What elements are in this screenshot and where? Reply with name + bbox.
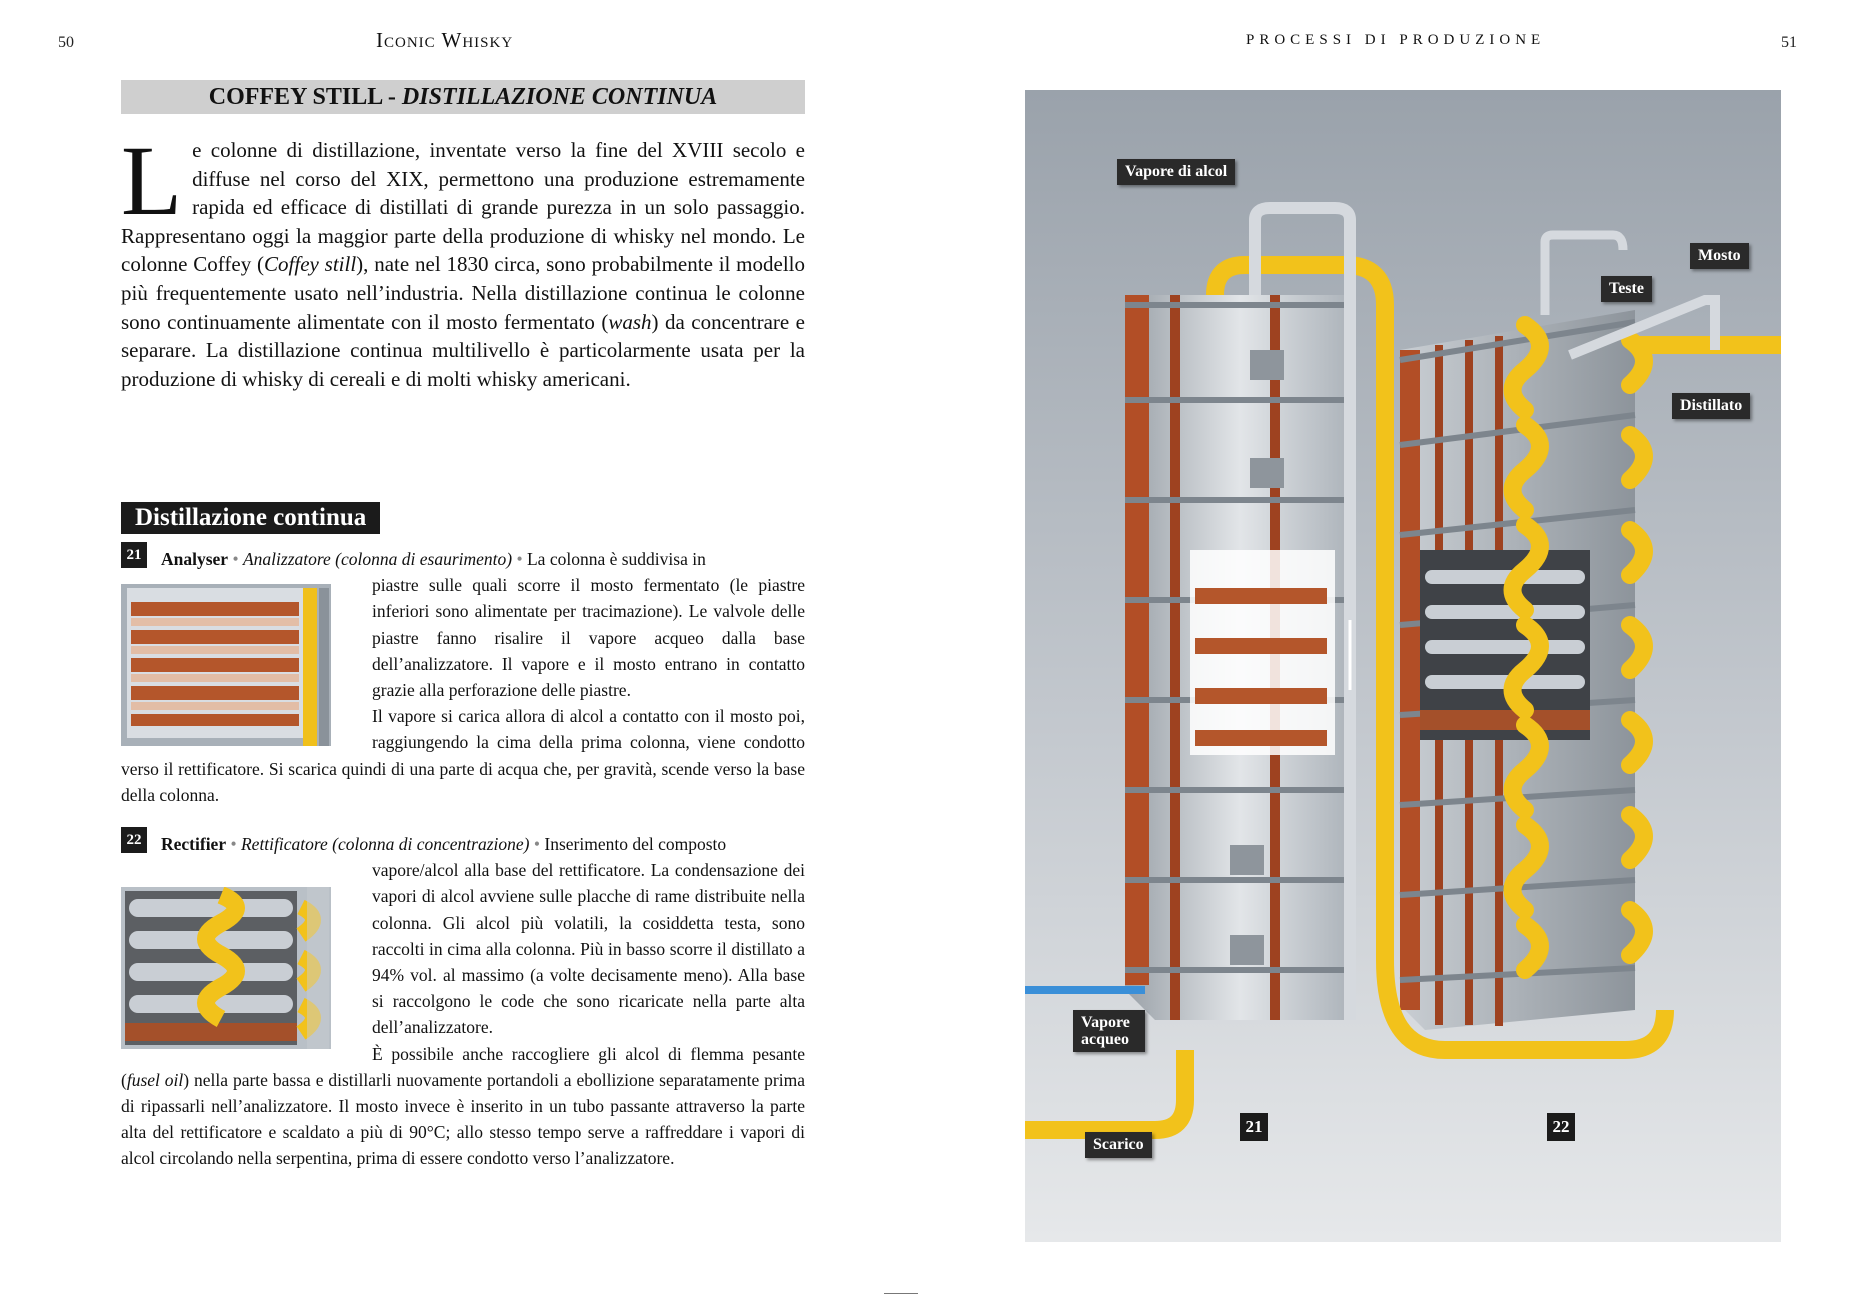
page-number-left: 50 [58, 34, 74, 51]
item-number-22: 22 [121, 827, 147, 853]
item-rectifier-text-2b: ) nella parte bassa e distillarli nuovamente portandoli a ebollizione separatamente prima di ripassarli nell’analizzatore. Il mosto invece è inserito in un tubo passante attraverso la parte alta del rettificatore e scaldato a più di 90°C; allo stesso tempo serve a raffreddare i vapori di alcol circolando nella serpentina, prima di essere condotto verso l’analizzatore. [121, 1069, 805, 1169]
bullet-separator: • [529, 834, 545, 854]
drop-cap: L [121, 125, 183, 236]
item-rectifier-head [121, 831, 805, 857]
intro-italic-1: Coffey still [264, 252, 357, 277]
figure-number-21: 21 [1240, 1113, 1268, 1141]
intro-text-1: e colonne di distillazione, inventate verso la fine del XVIII secolo e diffuse nel corso del XIX, permettono una produzione estremamente rapida ed efficace di distillati di grande purezza in un solo passaggio. Rappresentano oggi la maggior parte della produzione di whisky nel mondo. Le colonne Coffey ( [121, 138, 805, 277]
section-title-italic: DISTILLAZIONE CONTINUA [401, 83, 718, 110]
item-rectifier-italic: Rettificatore (colonna di concentrazione) [240, 834, 530, 854]
page-number-right: 51 [1781, 34, 1797, 51]
figure-number-22: 22 [1547, 1113, 1575, 1141]
rectifier-thumbnail [121, 887, 358, 1049]
callout-mosto: Mosto [1690, 243, 1749, 269]
callout-vapore-acqueo: Vapore acqueo [1073, 1010, 1145, 1052]
coffey-still-illustration [1025, 90, 1781, 1242]
gutter-mark [884, 1293, 918, 1294]
rectifier-thumbnail-image [121, 887, 331, 1049]
running-head-left: Iconic Whisky [376, 28, 514, 52]
bullet-separator: • [226, 834, 241, 854]
item-analyser-text-1: piastre sulle quali scorre il mosto fermentato (le piastre inferiori sono alimentate per tracimazione). Le valvole delle piastre fanno risalire il vapore acqueo dalla base dell’analizzatore. Il vapore e il mosto entrano in contatto grazie alla perforazione delle piastre. [372, 575, 805, 701]
coffey-still-drawing [1025, 90, 1781, 1242]
item-analyser-lead: Analyser [161, 549, 229, 569]
item-rectifier-italic-2: fusel oil [126, 1069, 184, 1090]
bullet-separator: • [512, 549, 527, 569]
item-analyser-head [121, 546, 805, 572]
callout-scarico: Scarico [1085, 1132, 1152, 1158]
section-title [121, 80, 805, 114]
item-analyser-italic: Analizzatore (colonna di esaurimento) [242, 549, 513, 569]
item-analyser-text-2: Il vapore si carica allora di alcol a contatto con il mosto poi, raggiungendo la cima della prima colonna, viene condotto verso il rettificatore. Si scarica quindi di una parte di acqua che, per gravità, scende verso la base della colonna. [121, 706, 805, 805]
intro-paragraph [121, 125, 806, 393]
item-rectifier-text-2 [121, 1041, 805, 1172]
item-rectifier-text-1a: Inserimento del composto [544, 834, 727, 854]
item-rectifier [121, 831, 805, 1172]
running-head-right: PROCESSI DI PRODUZIONE [1246, 32, 1546, 48]
analyser-thumbnail-image [121, 584, 331, 746]
item-rectifier-lead: Rectifier [161, 834, 227, 854]
bullet-separator: • [228, 549, 243, 569]
subsection-label: Distillazione continua [121, 502, 380, 534]
analyser-thumbnail [121, 584, 358, 746]
item-rectifier-text-1: vapore/alcol alla base del rettificatore. La condensazione dei vapori di alcol avviene sulle placche di rame distribuite nella colonna. Gli alcol più volatili, la cosiddetta testa, sono raccolti in cima alla colonna. Più in basso scorre il distillato a 94% vol. al massimo (a volte decisamente meno). Alla base si raccolgono le code che sono ricaricate nella parte alta dell’analizzatore. [372, 860, 805, 1038]
intro-italic-2: wash [608, 309, 652, 334]
callout-distillato: Distillato [1672, 393, 1750, 419]
item-analyser-text-1a: La colonna è suddivisa in [526, 549, 706, 569]
item-number-21: 21 [121, 542, 147, 568]
intro-text-3: ) da concentrare e separare. La distillazione continua multilivello è particolarmente usata per la produzione di whisky di cereali e di molti whisky americani. [121, 309, 806, 391]
intro-text-2: ), nate nel 1830 circa, sono probabilmente il modello più frequentemente usato nell’industria. Nella distillazione continua le colonne sono continuamente alimentate con il mosto fermentato ( [121, 252, 806, 334]
item-analyser [121, 546, 805, 808]
callout-vapore-di-alcol: Vapore di alcol [1117, 159, 1235, 185]
item-rectifier-text-2a: È possibile anche raccogliere gli alcol di flemma pesante ( [121, 1043, 805, 1090]
section-title-main: COFFEY STILL - [208, 83, 402, 110]
callout-teste: Teste [1601, 276, 1652, 302]
